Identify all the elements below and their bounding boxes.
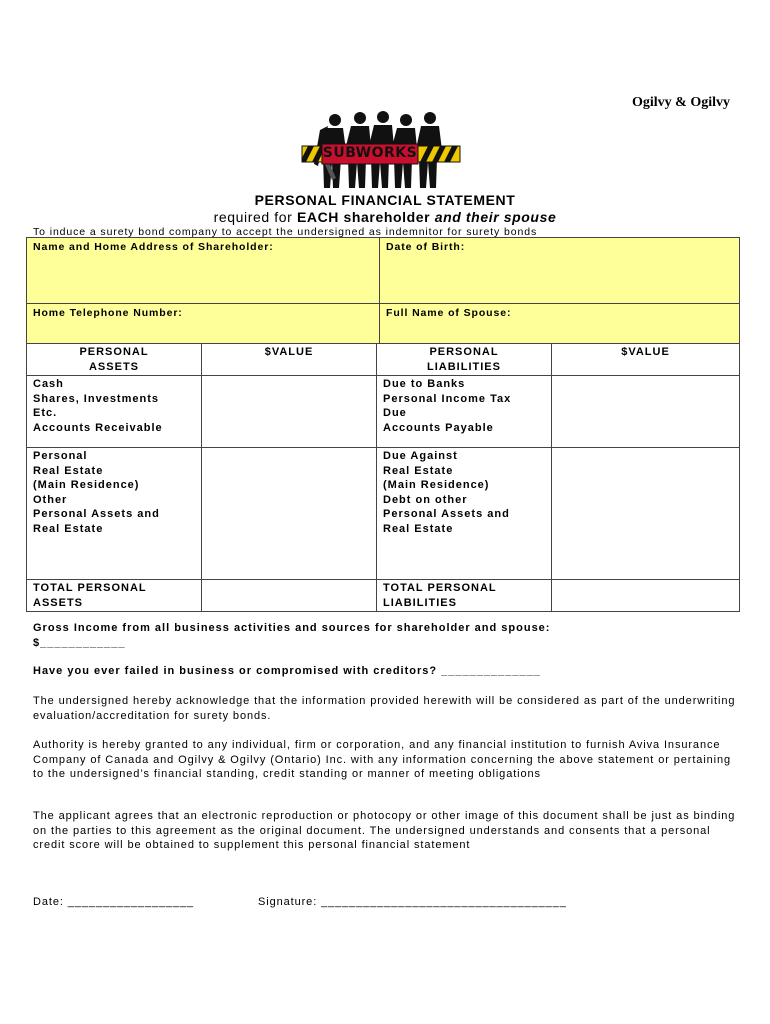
- form-subtitle: [0, 209, 770, 225]
- name-address-label: Name and Home Address of Shareholder:: [33, 241, 274, 253]
- total-assets-value[interactable]: [202, 580, 377, 612]
- assets-value-2[interactable]: [202, 448, 377, 580]
- spouse-name-label: Full Name of Spouse:: [386, 307, 512, 319]
- home-phone-field[interactable]: [27, 304, 380, 344]
- dob-field[interactable]: [380, 238, 740, 304]
- total-liabilities-label: TOTAL PERSONAL LIABILITIES: [377, 580, 552, 612]
- intro-text: To induce a surety bond company to accept the undersigned as indemnitor for surety bonds: [33, 226, 538, 238]
- authority-paragraph: Authority is hereby granted to any individual, firm or corporation, and any financial institution to furnish Aviva Insurance Company of Canada and Ogilvy & Ogilvy (Ontario) Inc. with any information concerning the above statement or pertaining to the undersigned’s financial standing, credit standing or manner of meeting obligations: [33, 739, 732, 780]
- spouse-name-field[interactable]: [380, 304, 740, 344]
- assets-value-header: $VALUE: [202, 344, 377, 376]
- total-liabilities-value[interactable]: [552, 580, 740, 612]
- liabilities-value-1[interactable]: [552, 376, 740, 448]
- liabilities-header: PERSONAL LIABILITIES: [377, 344, 552, 376]
- gross-income-label: Gross Income from all business activities and sources for shareholder and spouse:: [33, 622, 551, 634]
- date-field[interactable]: Date: __________________: [33, 896, 195, 908]
- assets-value-1[interactable]: [202, 376, 377, 448]
- shareholder-info-table: [26, 237, 740, 344]
- firm-name: Ogilvy & Ogilvy: [632, 95, 730, 110]
- liabilities-group-2: Due Against Real Estate (Main Residence) Debt on other Personal Assets and Real Estate: [377, 448, 552, 580]
- acknowledgement-paragraph: The undersigned hereby acknowledge that the information provided herewith will be considered as part of the underwriting evaluation/accreditation for surety bonds.: [33, 695, 736, 722]
- gross-income-blank[interactable]: $____________: [33, 637, 126, 649]
- failed-business-question[interactable]: Have you ever failed in business or compromised with creditors? ______________: [33, 665, 541, 677]
- name-address-field[interactable]: [27, 238, 380, 304]
- assets-group-2: Personal Real Estate (Main Residence) Other Personal Assets and Real Estate: [27, 448, 202, 580]
- home-phone-label: Home Telephone Number:: [33, 307, 183, 319]
- signature-field[interactable]: Signature: ___________________________________: [258, 896, 567, 908]
- assets-liabilities-table: [26, 343, 740, 612]
- liabilities-group-1: Due to Banks Personal Income Tax Due Accounts Payable: [377, 376, 552, 448]
- assets-header: PERSONAL ASSETS: [27, 344, 202, 376]
- subworks-logo: [300, 108, 462, 190]
- liabilities-value-2[interactable]: [552, 448, 740, 580]
- total-assets-label: TOTAL PERSONAL ASSETS: [27, 580, 202, 612]
- logo-text: SUBWORKS: [322, 145, 418, 161]
- agreement-paragraph: The applicant agrees that an electronic reproduction or photocopy or other image of this document shall be just as binding on the parties to this agreement as the original document. The undersigned understands and consents that a personal credit score will be obtained to supplement this personal financial statement: [33, 810, 736, 851]
- liabilities-value-header: $VALUE: [552, 344, 740, 376]
- subtitle-bold: EACH shareholder: [296, 209, 431, 225]
- subtitle-prefix: required for: [213, 209, 297, 225]
- form-title: PERSONAL FINANCIAL STATEMENT: [254, 192, 516, 208]
- subtitle-italic: and their spouse: [434, 209, 557, 225]
- dob-label: Date of Birth:: [386, 241, 466, 253]
- assets-group-1: Cash Shares, Investments Etc. Accounts Receivable: [27, 376, 202, 448]
